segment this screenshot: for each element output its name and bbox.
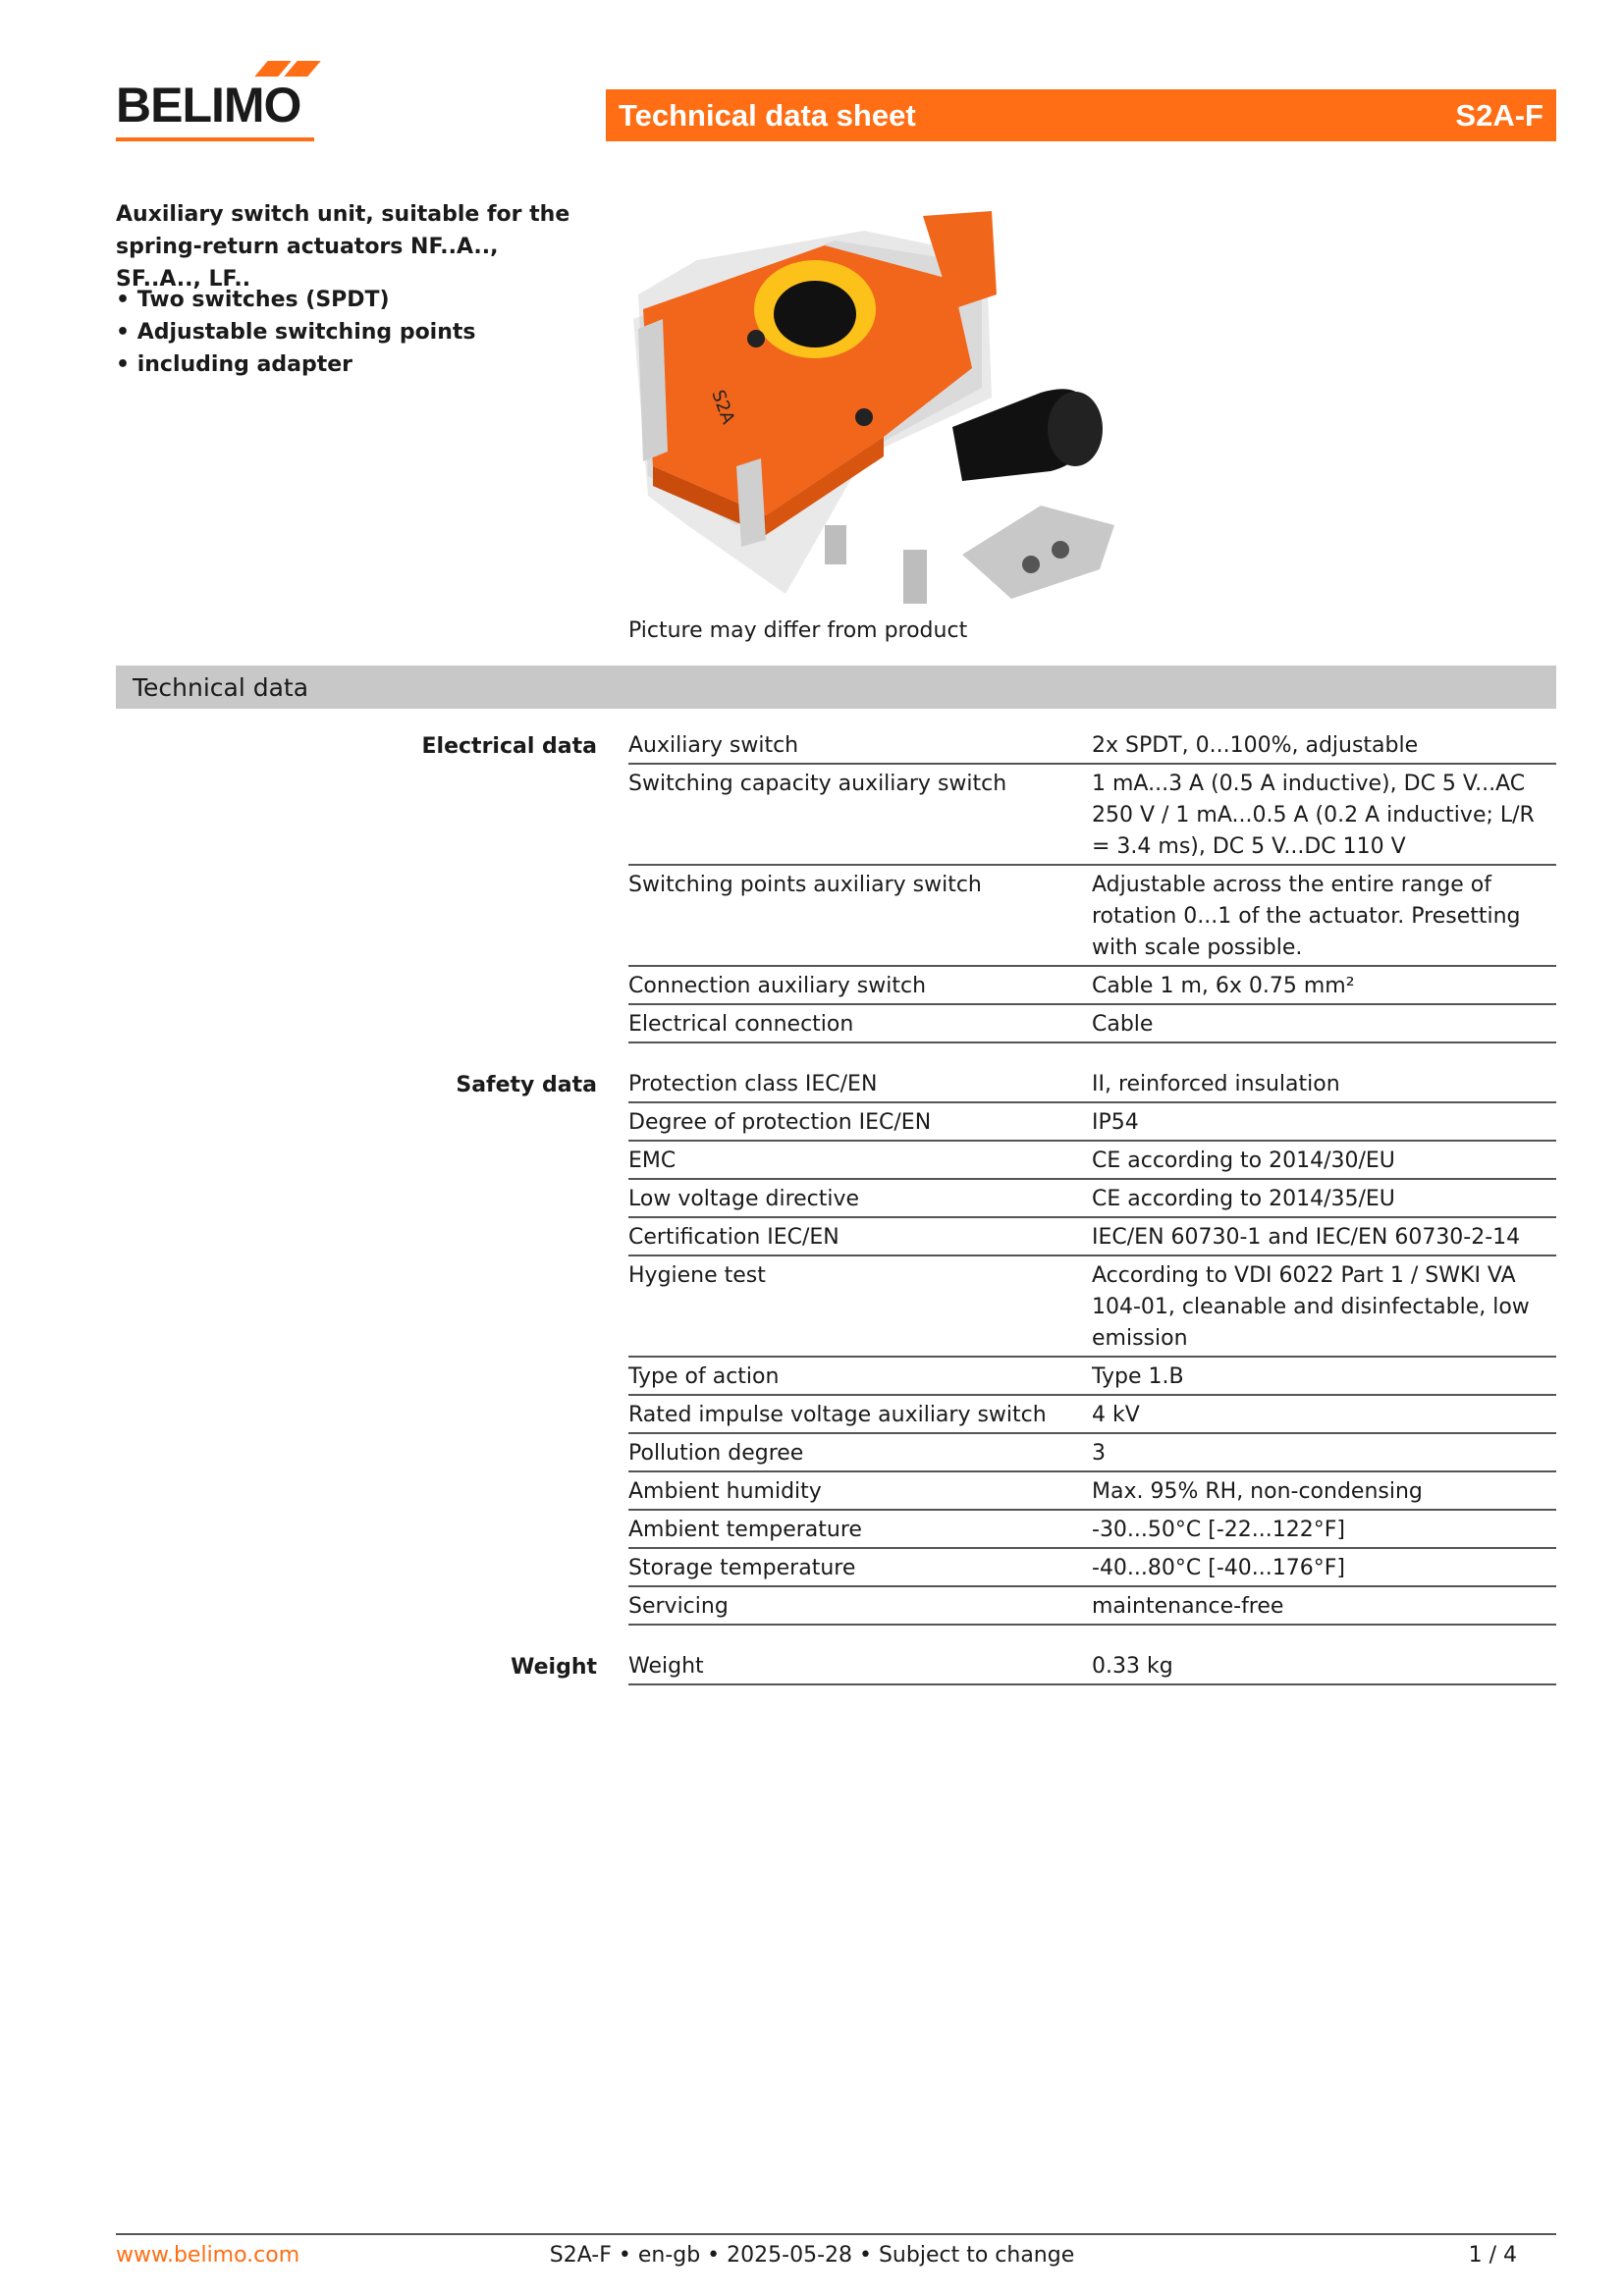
row-key: Switching points auxiliary switch (628, 873, 982, 897)
table-row (628, 726, 1556, 765)
feature-list (116, 284, 577, 381)
row-value: Max. 95% RH, non-condensing (1092, 1479, 1423, 1504)
group-label: Safety data (456, 1073, 597, 1097)
row-value: -40...80°C [-40...176°F] (1092, 1556, 1345, 1580)
row-key: Type of action (628, 1364, 780, 1389)
footer-info: S2A-F • en-gb • 2025-05-28 • Subject to change (549, 2243, 1075, 2268)
row-key: Connection auxiliary switch (628, 974, 927, 998)
document-title: Technical data sheet (619, 97, 916, 133)
table-row (628, 967, 1556, 1005)
section-title: Technical data (133, 672, 309, 702)
row-value: Adjustable across the entire range of rotation 0...1 of the actuator. Presetting with scale possible. (1092, 873, 1521, 960)
row-value: II, reinforced insulation (1092, 1072, 1340, 1096)
feature-item: • Adjustable switching points (116, 320, 476, 345)
row-value: IEC/EN 60730-1 and IEC/EN 60730-2-14 (1092, 1225, 1521, 1250)
row-value: 4 kV (1092, 1403, 1140, 1427)
row-value: Cable (1092, 1012, 1154, 1037)
table-row (628, 1005, 1556, 1043)
row-value: Cable 1 m, 6x 0.75 mm² (1092, 974, 1355, 998)
row-key: Ambient humidity (628, 1479, 822, 1504)
row-key: Degree of protection IEC/EN (628, 1110, 932, 1135)
table-row (628, 1472, 1556, 1511)
table-row (628, 1647, 1556, 1685)
group-weight (116, 1647, 1556, 1685)
belimo-logo (116, 59, 322, 142)
table-row (628, 1065, 1556, 1103)
logo-underline (116, 137, 314, 141)
table-row (628, 1358, 1556, 1396)
row-key: Ambient temperature (628, 1518, 862, 1542)
row-key: EMC (628, 1148, 677, 1173)
table-row (628, 1511, 1556, 1549)
row-value: CE according to 2014/30/EU (1092, 1148, 1395, 1173)
product-description (116, 198, 577, 295)
product-image (628, 201, 1188, 614)
row-key: Pollution degree (628, 1441, 804, 1466)
row-key: Switching capacity auxiliary switch (628, 772, 1007, 796)
row-value: 2x SPDT, 0...100%, adjustable (1092, 733, 1419, 758)
table-row (628, 1142, 1556, 1180)
row-key: Servicing (628, 1594, 729, 1619)
row-value: -30...50°C [-22...122°F] (1092, 1518, 1345, 1542)
technical-data-table (116, 726, 1556, 1707)
row-key: Weight (628, 1654, 704, 1679)
description-text: Auxiliary switch unit, suitable for the spring-return actuators NF..A.., SF..A.., LF.. (116, 202, 570, 292)
row-value: CE according to 2014/35/EU (1092, 1187, 1395, 1211)
footer-divider (116, 2233, 1556, 2235)
table-row (628, 866, 1556, 967)
product-code: S2A-F (1455, 97, 1543, 133)
logo-slash-mark (284, 61, 320, 77)
row-key: Low voltage directive (628, 1187, 860, 1211)
group-safety-data (116, 1065, 1556, 1626)
table-row (628, 1587, 1556, 1626)
feature-item: • including adapter (116, 352, 353, 377)
group-electrical-data (116, 726, 1556, 1043)
row-key: Protection class IEC/EN (628, 1072, 878, 1096)
page-number: 1 / 4 (1468, 2243, 1517, 2268)
row-value: maintenance-free (1092, 1594, 1284, 1619)
table-row (628, 1549, 1556, 1587)
row-key: Rated impulse voltage auxiliary switch (628, 1403, 1047, 1427)
row-value: 1 mA...3 A (0.5 A inductive), DC 5 V...AC 250 V / 1 mA...0.5 A (0.2 A inductive; L/R = 3.4 ms), DC 5 V...DC 110 V (1092, 772, 1535, 859)
table-row (628, 1218, 1556, 1256)
group-label: Electrical data (421, 734, 597, 759)
svg-text:S2A: S2A (707, 387, 739, 427)
row-value: 3 (1092, 1441, 1106, 1466)
row-value: According to VDI 6022 Part 1 / SWKI VA 104-01, cleanable and disinfectable, low emission (1092, 1263, 1530, 1351)
table-row (628, 765, 1556, 866)
table-row (628, 1103, 1556, 1142)
row-value: 0.33 kg (1092, 1654, 1173, 1679)
table-row (628, 1180, 1556, 1218)
table-row (628, 1434, 1556, 1472)
feature-item: • Two switches (SPDT) (116, 288, 390, 312)
table-row (628, 1256, 1556, 1358)
image-caption: Picture may differ from product (628, 618, 968, 643)
section-header (116, 666, 1556, 709)
table-row (628, 1396, 1556, 1434)
group-label: Weight (511, 1655, 597, 1680)
row-key: Hygiene test (628, 1263, 766, 1288)
row-key: Auxiliary switch (628, 733, 799, 758)
row-key: Certification IEC/EN (628, 1225, 839, 1250)
row-value: IP54 (1092, 1110, 1139, 1135)
website-link[interactable]: www.belimo.com (116, 2243, 300, 2268)
row-key: Electrical connection (628, 1012, 854, 1037)
logo-text: BELIMO (116, 78, 301, 133)
header-bar (606, 89, 1556, 141)
row-value: Type 1.B (1092, 1364, 1184, 1389)
row-key: Storage temperature (628, 1556, 856, 1580)
